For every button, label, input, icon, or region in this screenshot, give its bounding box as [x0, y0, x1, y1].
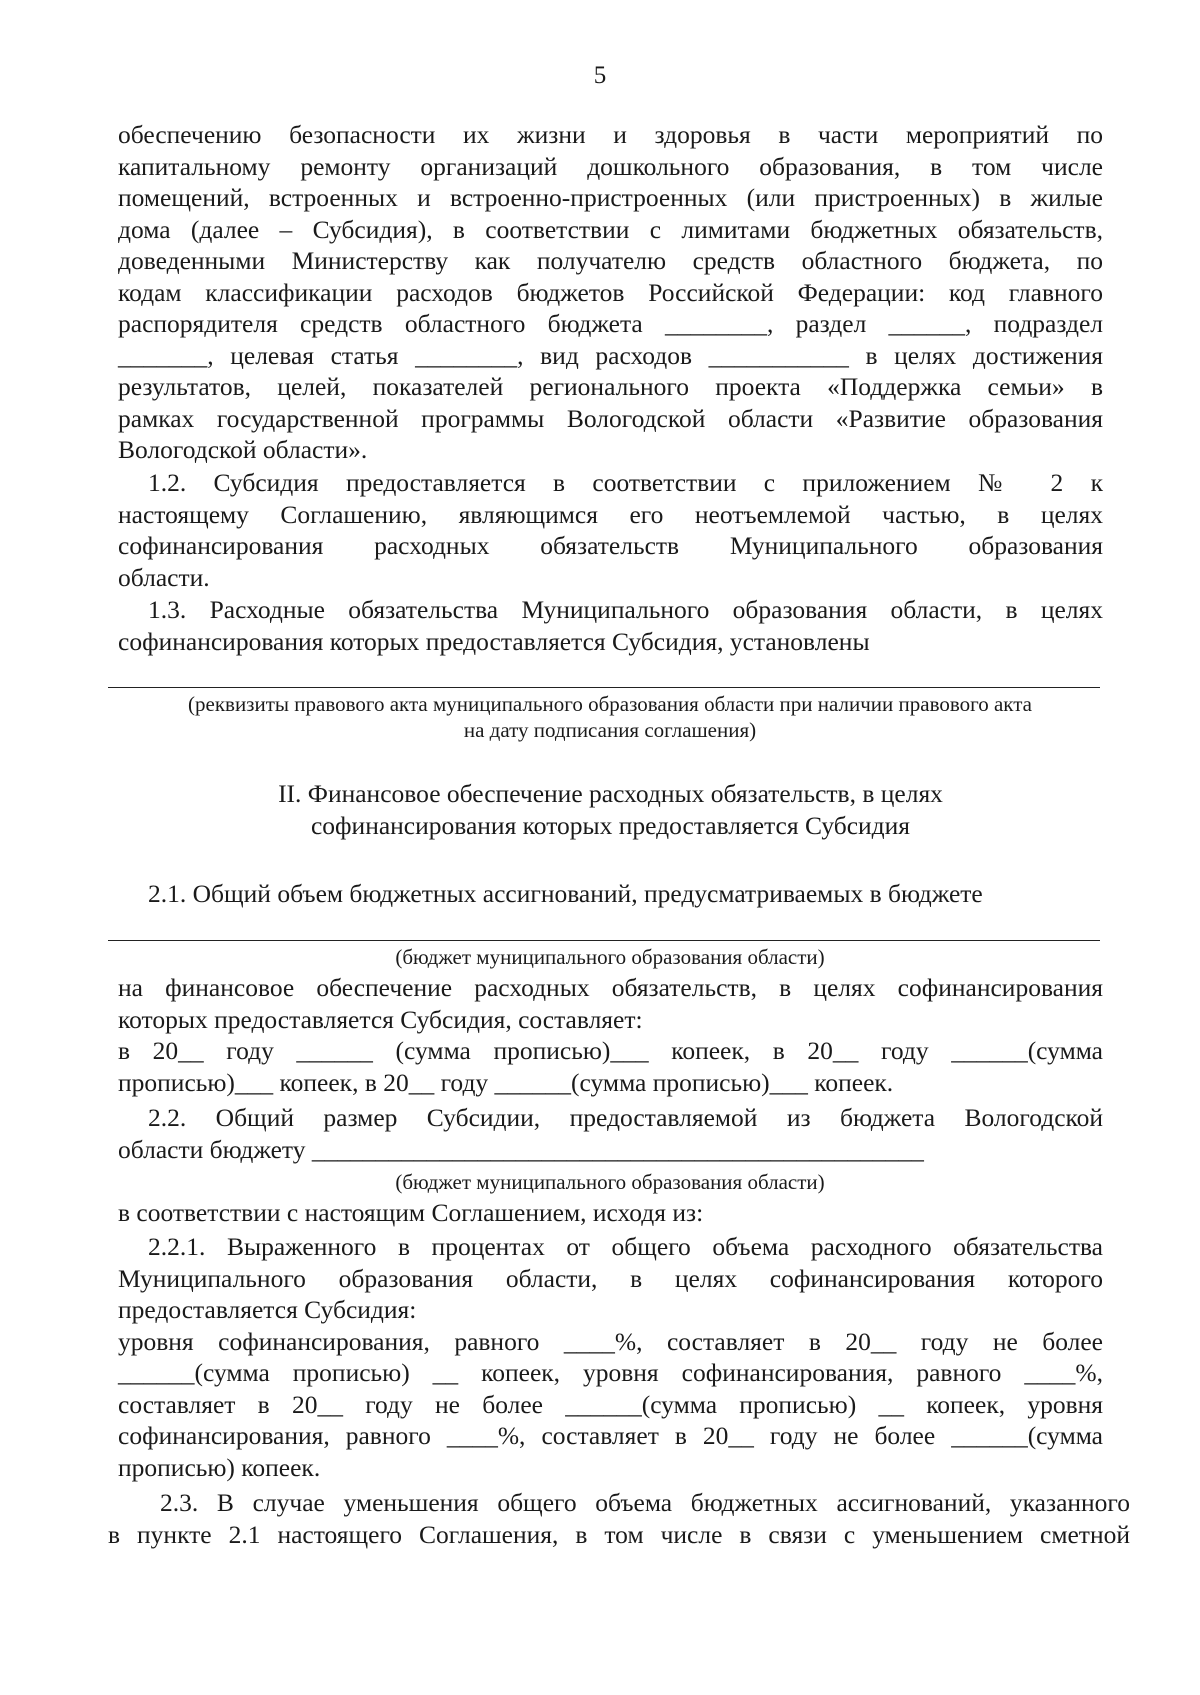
text-line: результатов, целей, показателей регионального проекта «Поддержка семьи» в — [118, 372, 1103, 401]
text-line: уровня софинансирования, равного ____%, составляет в 20__ году не более — [118, 1326, 1103, 1356]
text-line: 1.2. Субсидия предоставляется в соответствии с приложением № 2 к — [148, 468, 1103, 497]
text-line: в 20__ году ______ (сумма прописью)___ копеек, в 20__ году ______(сумма — [118, 1036, 1103, 1065]
text-line: области бюджету ________________________________________________ — [118, 1134, 924, 1164]
paragraph-2-2-continued — [118, 1197, 1103, 1229]
paragraph-1-3 — [118, 594, 1103, 657]
text-line: на финансовое обеспечение расходных обязательств, в целях софинансирования — [118, 973, 1103, 1002]
text-line: 2.2.1. Выраженного в процентах от общего объема расходного обязательства — [148, 1232, 1103, 1261]
text-line: софинансирования, равного ____%, составляет в 20__ году не более ______(сумма — [118, 1421, 1103, 1450]
caption-line: (бюджет муниципального образования области) — [395, 1170, 825, 1194]
caption-legal-act — [110, 691, 1110, 743]
text-line: в пункте 2.1 настоящего Соглашения, в том числе в связи с уменьшением сметной — [108, 1519, 1130, 1549]
page-number: 5 — [593, 62, 607, 89]
text-line: кодам классификации расходов бюджетов Российской Федерации: код главного — [118, 277, 1103, 307]
text-line: настоящему Соглашению, являющимся его неотъемлемой частью, в целях — [118, 499, 1103, 529]
text-line: распорядителя средств областного бюджета ________, раздел ______, подраздел — [118, 309, 1103, 338]
text-line: дома (далее – Субсидия), в соответствии с лимитами бюджетных обязательств, — [118, 214, 1103, 244]
text-line: в соответствии с настоящим Соглашением, исходя из: — [118, 1198, 704, 1227]
paragraph-2-1-continued — [118, 972, 1103, 1098]
text-line: 2.1. Общий объем бюджетных ассигнований, предусматриваемых в бюджете — [148, 879, 983, 908]
text-line: Вологодской области». — [118, 435, 368, 464]
caption-line: (бюджет муниципального образования области) — [395, 945, 825, 969]
fill-in-line — [108, 940, 1100, 941]
text-line: капитальному ремонту организаций дошкольного образования, в том числе — [118, 151, 1103, 181]
text-line: _______, целевая статья ________, вид расходов ___________ в целях достижения — [118, 340, 1103, 370]
paragraph-1-2 — [118, 467, 1103, 593]
text-line: Муниципального образования области, в целях софинансирования которого — [118, 1263, 1103, 1293]
heading-line: софинансирования которых предоставляется Субсидия — [310, 810, 911, 840]
text-line: ______(сумма прописью) __ копеек, уровня софинансирования, равного ____%, — [118, 1358, 1103, 1387]
text-line: прописью) копеек. — [118, 1452, 321, 1482]
paragraph-2-2 — [118, 1102, 1103, 1165]
paragraph-2-3 — [108, 1487, 1130, 1550]
text-line: которых предоставляется Субсидия, составляет: — [118, 1004, 643, 1034]
paragraph-2-2-1 — [118, 1231, 1103, 1483]
text-line: помещений, встроенных и встроенно-пристроенных (или пристроенных) в жилые — [118, 183, 1103, 212]
paragraph-subsidy-purpose — [118, 119, 1103, 466]
text-line: 2.3. В случае уменьшения общего объема бюджетных ассигнований, указанного — [160, 1488, 1130, 1517]
text-line: прописью)___ копеек, в 20__ году ______(сумма прописью)___ копеек. — [118, 1067, 894, 1097]
text-line: софинансирования которых предоставляется Субсидия, установлены — [118, 626, 870, 656]
text-line: рамках государственной программы Вологодской области «Развитие образования — [118, 403, 1103, 433]
caption-line: (реквизиты правового акта муниципального образования области при наличии правового акта — [188, 692, 1032, 716]
heading-line: II. Финансовое обеспечение расходных обязательств, в целях — [278, 779, 943, 808]
text-line: 2.2. Общий размер Субсидии, предоставляемой из бюджета Вологодской — [148, 1103, 1103, 1132]
caption-municipal-budget — [110, 944, 1110, 970]
text-line: софинансирования расходных обязательств Муниципального образования — [118, 531, 1103, 560]
text-line: доведенными Министерству как получателю средств областного бюджета, по — [118, 246, 1103, 275]
paragraph-2-1 — [118, 878, 1103, 910]
fill-in-line — [108, 687, 1100, 688]
text-line: предоставляется Субсидия: — [118, 1295, 417, 1324]
text-line: области. — [118, 562, 210, 592]
section-2-heading — [118, 778, 1103, 841]
text-line: обеспечению безопасности их жизни и здоровья в части мероприятий по — [118, 120, 1103, 149]
caption-line: на дату подписания соглашения) — [463, 718, 757, 742]
text-line: 1.3. Расходные обязательства Муниципального образования области, в целях — [148, 595, 1103, 624]
text-line: составляет в 20__ году не более ______(сумма прописью) __ копеек, уровня — [118, 1389, 1103, 1419]
caption-municipal-budget — [110, 1169, 1110, 1195]
